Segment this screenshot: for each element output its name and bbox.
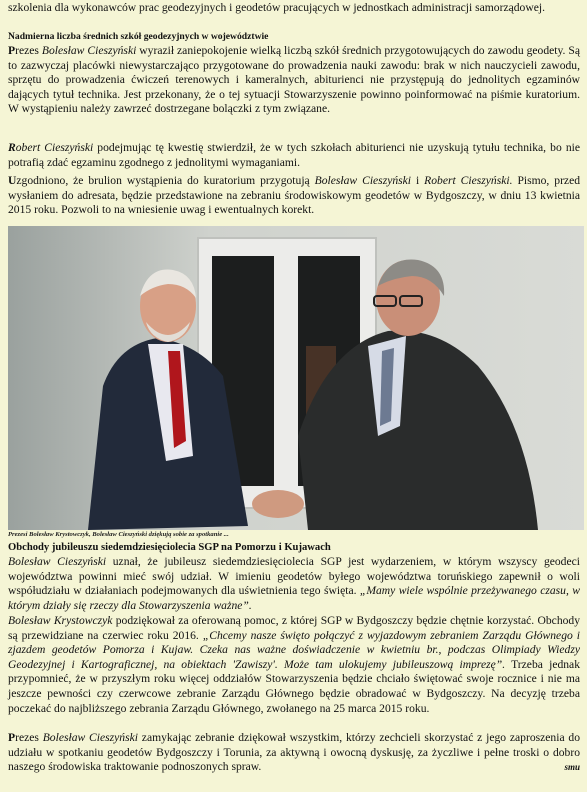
text: podziękował za oferowaną pomoc, z której SGP w Bydgoszczy będzie chętnie korzystać. Obchody są przewidziane na czerwiec roku 2016. <box>8 614 581 642</box>
section1-paragraph-2 <box>8 141 580 170</box>
section2-paragraph-3 <box>8 731 580 775</box>
section2-heading: Obchody jubileuszu siedemdziesięciolecia SGP na Pomorzu i Kujawach <box>8 542 331 553</box>
text: zgodniono, że brulion wystąpienia do kuratorium przygotują <box>16 174 315 187</box>
author-signature: smu <box>564 762 580 773</box>
text: Pismo, przed wysłaniem do adresata, będzie przedstawione na zebraniu środowiskowym geodetów w Bydgoszczy, w dniu 13 kwietnia 2015 roku. Pozwoli to na wniesienie uwag i ewentualnych korekt. <box>8 174 581 217</box>
photo-handshake <box>8 226 584 530</box>
section2-paragraph-2 <box>8 614 580 716</box>
person-name: Bolesław Cieszyński <box>314 174 412 187</box>
text: Trzeba jednak przypomnieć, że w przyszłym roku więcej oddziałów Stowarzyszenia będzie chciało świętować swoje rocznice i nie ma jeszcze pewności czy czerwcowe zebranie Zarządu Głównego będzie obradować w Bydgoszczy. Na decyzję trzeba poczekać do najbliższego zebrania Zarządu Głównego, zwołanego na 25 marca 2015 roku. <box>8 657 580 715</box>
quote: „Mamy wiele wspólnie przeżywanego czasu, w którym działy się rzeczy dla Stowarzyszenia ważne”. <box>8 584 580 612</box>
person-name: Robert Cieszyński. <box>424 174 513 187</box>
person-name: obert Cieszyński <box>15 141 94 154</box>
photo-caption: Prezesi Bolesław Krystowczyk, Bolesław Cieszyński dziękują sobie za spotkanie ... <box>8 531 229 538</box>
text: wyraził zaniepokojenie wielką liczbą szkół średnich przygotowujących do zawodu geodety. Są to zazwyczaj placówki niewystarczająco przygotowane do prowadzenia nauki zawodu: brak w nich nauczycieli zawodu, sprzętu do prowadzenia ćwiczeń terenowych i kameralnych, abiturienci nie przystępują do jednolitych egzaminów dających tytuł technika. Jest przekonany, że o tej sytuacji Stowarzyszenie powinno poinformować na piśmie kuratorium. W wystąpieniu należy zawrzeć dostrzegane bolączki z tym związane. <box>8 44 581 116</box>
person-name: Bolesław Cieszyński <box>8 555 107 568</box>
intro-text: szkolenia dla wykonawców prac geodezyjnych i geodetów pracujących w jednostkach administracji samorządowej. <box>8 1 545 14</box>
section1-paragraph-1 <box>8 44 580 117</box>
intro-paragraph <box>8 1 580 16</box>
section2-paragraph-1 <box>8 555 580 613</box>
photo-illustration <box>8 226 584 530</box>
dropcap: U <box>8 174 17 187</box>
section1-paragraph-3 <box>8 174 580 218</box>
person-name: Bolesław Cieszyński <box>42 731 138 744</box>
quote: „Chcemy nasze święto połączyć z wyjazdowym zebraniem Zarządu Głównego i zjazdem geodetów Pomorza i Kujaw. Czeka nas ważne doświadczenie w kwietniu br., podczas Olimpiady Wiedzy Geodezyjnej i Kartograficznej, na obiektach 'Zawiszy'. Może tam ulokujemy jubileuszową imprezę”. <box>8 628 580 671</box>
dropcap: R <box>8 141 16 154</box>
dropcap: P <box>8 731 16 744</box>
text: rezes <box>15 731 43 744</box>
text: rezes <box>15 44 42 57</box>
person-name: Bolesław Krystowczyk <box>8 614 113 627</box>
text: podejmując tę kwestię stwierdził, że w tych szkołach abiturienci nie uzyskują tytułu technika, bo nie potrafią zdać egzaminu zgodnego z jednolitymi wymaganiami. <box>8 141 580 169</box>
dropcap: P <box>8 44 16 57</box>
text: zamykając zebranie dziękował wszystkim, którzy zechcieli skorzystać z jego zaproszenia do udziału w spotkaniu geodetów Bydgoszczy i Torunia, za aktywną i owocną dyskusję, za życzliwe i pełne troski o dobro naszego środowiska traktowanie podnoszonych spraw. <box>8 731 580 774</box>
section1-heading: Nadmierna liczba średnich szkół geodezyjnych w województwie <box>8 31 269 42</box>
person-name: Bolesław Cieszyński <box>41 44 137 57</box>
text: uznał, że jubileusz siedemdziesięciolecia SGP jest wydarzeniem, w którym wszyscy geodeci województwa powinni mieć swój udział. W imieniu geodetów byłego województwa toruńskiego zapewnił o woli współudziału w działaniach podejmowanych dla uświetnienia tego święta. <box>8 555 580 598</box>
text: i <box>411 174 425 187</box>
